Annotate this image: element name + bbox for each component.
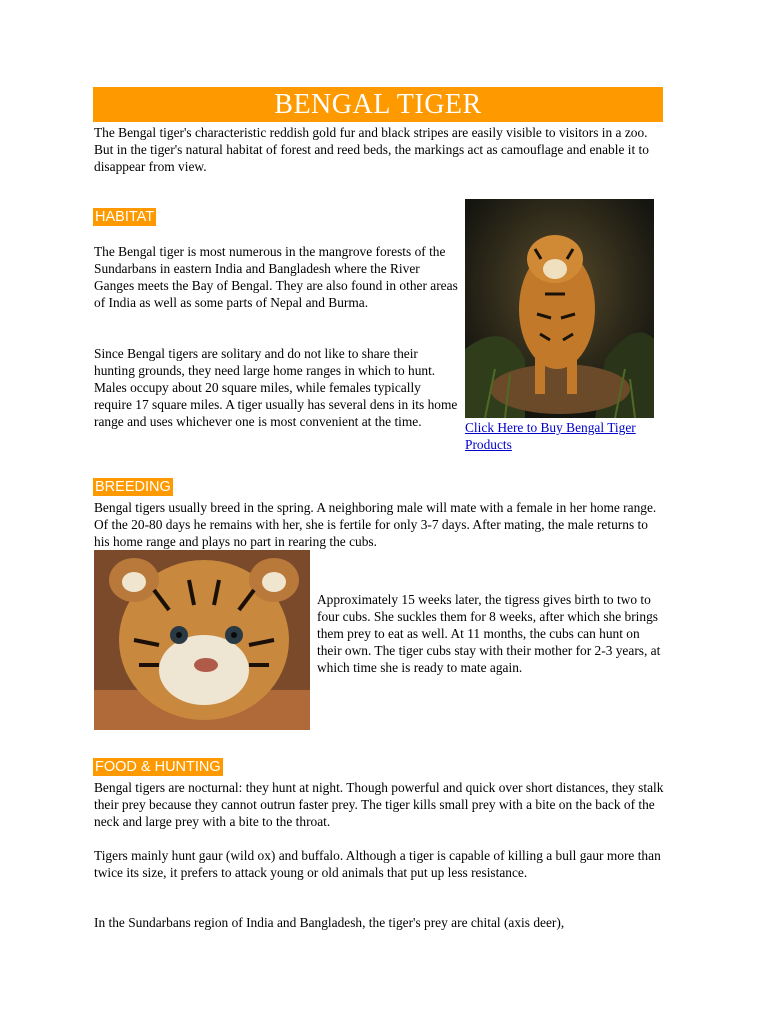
food-paragraph-3: In the Sundarbans region of India and Bangladesh, the tiger's prey are chital (axis deer), xyxy=(94,915,565,930)
habitat-heading: HABITAT xyxy=(95,209,155,225)
breeding-paragraph-2: Approximately 15 weeks later, the tigress gives birth to two to four cubs. She suckles them for 8 weeks, after which she brings them prey to eat as well. At 11 months, the cubs can hunt on their own. The tiger cubs stay with their mother for 2-3 years, at which time she is ready to mate again. xyxy=(317,592,661,675)
habitat-paragraph-2: Since Bengal tigers are solitary and do not like to share their hunting grounds, they need large home ranges in which to hunt. Males occupy about 20 square miles, while females typically require 17 square miles. A tiger usually has several dens in its home range and uses whichever one is most convenient at the time. xyxy=(94,346,458,429)
page-title-bar xyxy=(93,87,663,122)
food-paragraph-2: Tigers mainly hunt gaur (wild ox) and buffalo. Although a tiger is capable of killing a bull gaur more than twice its size, it prefers to attack young or old animals that put up less resistance. xyxy=(94,848,661,880)
food-paragraph-1: Bengal tigers are nocturnal: they hunt at night. Though powerful and quick over short distances, they stalk their prey because they cannot outrun faster prey. The tiger kills small prey with a bite on the back of the neck and large prey with a bite to the throat. xyxy=(94,780,664,829)
adult-tiger-photo xyxy=(465,199,654,418)
intro-paragraph: The Bengal tiger's characteristic reddish gold fur and black stripes are easily visible to visitors in a zoo. But in the tiger's natural habitat of forest and reed beds, the markings act as camouflage and enable it to disappear from view. xyxy=(94,125,649,174)
tiger-cub-photo xyxy=(94,550,310,730)
breeding-paragraph-1: Bengal tigers usually breed in the spring. A neighboring male will mate with a female in her home range. Of the 20-80 days he remains with her, she is fertile for only 3-7 days. After mating, the male returns to his home range and plays no part in rearing the cubs. xyxy=(94,500,657,549)
page-title: BENGAL TIGER xyxy=(274,88,482,120)
breeding-heading: BREEDING xyxy=(95,479,171,495)
food-hunting-heading: FOOD & HUNTING xyxy=(95,759,221,775)
buy-tiger-products-link[interactable]: Click Here to Buy Bengal Tiger Products xyxy=(465,420,636,452)
habitat-paragraph-1: The Bengal tiger is most numerous in the mangrove forests of the Sundarbans in eastern India and Bangladesh where the River Ganges meets the Bay of Bengal. They are also found in other areas of India as well as some parts of Nepal and Burma. xyxy=(94,244,458,310)
